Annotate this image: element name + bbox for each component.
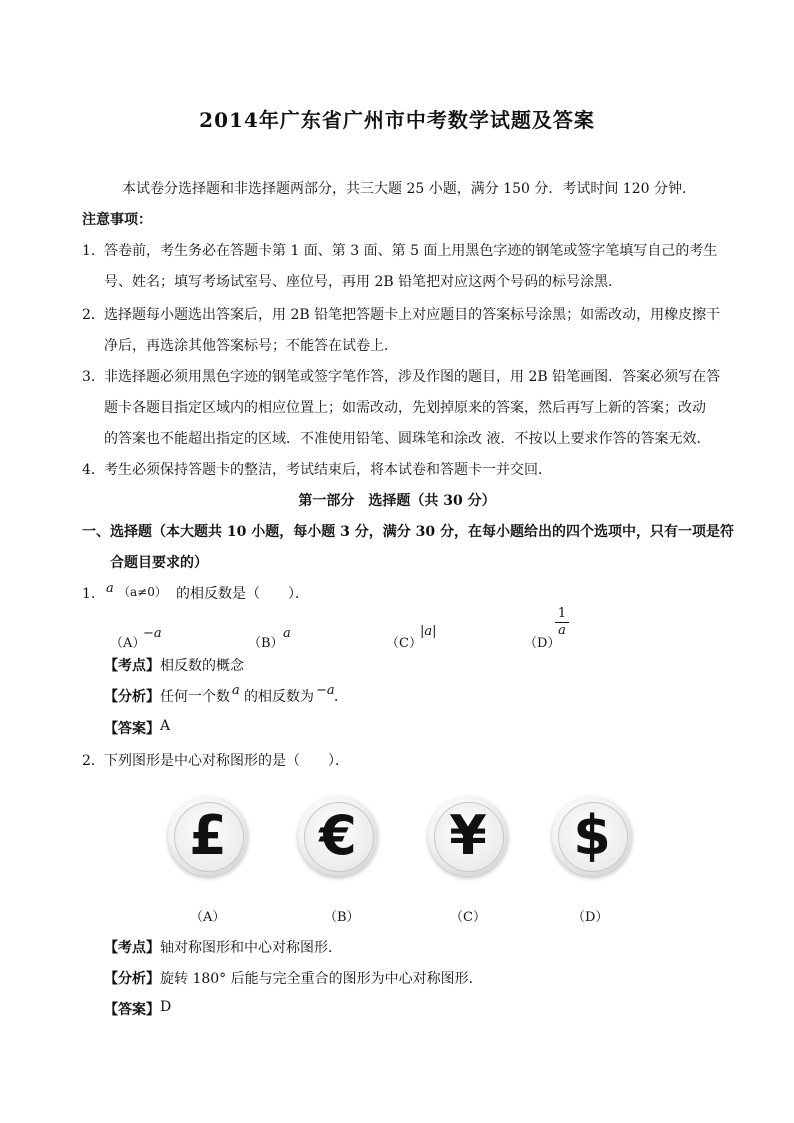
q2-daan: D: [160, 999, 172, 1015]
q2-figure-a-label: （A）: [190, 910, 226, 925]
note-1-line2: 号、姓名；填写考场试室号、座位号，再用 2B 铅笔把对应这两个号码的标号涂黑．: [104, 274, 623, 290]
note-3-line2: 题卡各题目指定区域内的相应位置上；如需改动，先划掉原来的答案，然后再写上新的答案；改动: [104, 400, 706, 416]
q2-fenxi: 旋转 180° 后能与完全重合的图形为中心对称图形．: [160, 971, 483, 987]
note-3-num: 3．: [82, 369, 105, 385]
q1-fenxi-var: a: [232, 683, 240, 698]
fraction-numerator: 1: [555, 606, 569, 623]
q1-option-c-value: |a|: [420, 624, 437, 639]
notes-heading: 注意事项：: [82, 212, 152, 228]
note-4-line1: 考生必须保持答题卡的整洁，考试结束后，将本试卷和答题卡一并交回．: [104, 462, 552, 478]
note-3-line1: 非选择题必须用黑色字迹的钢笔或签字笔作答，涉及作图的题目，用 2B 铅笔画图．答案必须写在答: [104, 369, 721, 385]
q2-kaodian-label: 【考点】: [104, 940, 160, 956]
q1-kaodian: 相反数的概念: [160, 658, 244, 674]
page-title: 2014年广东省广州市中考数学试题及答案: [199, 108, 595, 132]
q1-daan: A: [160, 718, 171, 734]
yen-coin-icon: [428, 796, 508, 876]
section1-line2: 合题目要求的）: [110, 555, 208, 571]
note-1-line1: 答卷前，考生务必在答题卡第 1 面、第 3 面、第 5 面上用黑色字迹的钢笔或签字笔填写自己的考生: [104, 243, 718, 259]
q1-variable: a: [106, 581, 114, 596]
q1-number: 1．: [82, 586, 105, 602]
q1-fenxi-end: ．: [334, 689, 348, 705]
q1-option-a-label: （A）: [110, 636, 146, 651]
fraction-denominator: a: [558, 623, 566, 638]
q1-fenxi-label: 【分析】: [104, 689, 160, 705]
yen-symbol: ¥: [449, 804, 487, 867]
q1-option-d-label: （D）: [524, 636, 561, 651]
q1-fenxi-val: −a: [316, 683, 335, 698]
q2-number: 2．: [82, 753, 105, 769]
intro-text: 本试卷分选择题和非选择题两部分，共三大题 25 小题，满分 150 分．考试时间 120 分钟．: [122, 181, 696, 197]
q1-text: 的相反数是（ ）．: [176, 586, 309, 602]
q1-fenxi-b: 的相反数为: [244, 689, 314, 705]
q2-figure-c-label: （C）: [450, 910, 486, 925]
q2-daan-label: 【答案】: [104, 1002, 160, 1018]
q2-fenxi-label: 【分析】: [104, 971, 160, 987]
pound-coin-icon: [168, 796, 248, 876]
euro-coin-icon: [298, 796, 378, 876]
q1-option-c-label: （C）: [386, 636, 422, 651]
euro-symbol: €: [319, 804, 357, 867]
section1-line1: 一、选择题（本大题共 10 小题，每小题 3 分，满分 30 分，在每小题给出的四个选项中，只有一项是符: [82, 524, 734, 540]
q1-kaodian-label: 【考点】: [104, 658, 160, 674]
dollar-symbol: $: [573, 804, 611, 867]
q2-figure-d-label: （D）: [572, 910, 609, 925]
q2-figure-b-label: （B）: [324, 910, 360, 925]
q1-option-d-fraction: [555, 606, 569, 639]
pound-symbol: £: [189, 804, 227, 867]
dollar-coin-icon: [552, 796, 632, 876]
note-2-num: 2．: [82, 307, 105, 323]
note-1-num: 1．: [82, 243, 105, 259]
q1-daan-label: 【答案】: [104, 721, 160, 737]
note-2-line2: 净后，再选涂其他答案标号；不能答在试卷上．: [104, 338, 398, 354]
q1-option-a-value: −a: [143, 626, 162, 641]
q1-option-b-label: （B）: [248, 636, 284, 651]
q1-condition: （a≠0）: [118, 585, 167, 599]
q1-option-b-value: a: [283, 626, 291, 641]
note-3-line3: 的答案也不能超出指定的区域．不准使用铅笔、圆珠笔和涂改 液．不按以上要求作答的答案无效．: [104, 431, 711, 447]
q1-fenxi-a: 任何一个数: [160, 689, 230, 705]
note-2-line1: 选择题每小题选出答案后，用 2B 铅笔把答题卡上对应题目的答案标号涂黑；如需改动，用橡皮擦干: [104, 307, 721, 323]
q2-text: 下列图形是中心对称图形的是（ ）．: [104, 753, 349, 769]
note-4-num: 4．: [82, 462, 105, 478]
q2-kaodian: 轴对称图形和中心对称图形．: [160, 940, 342, 956]
part1-heading: 第一部分 选择题（共 30 分）: [298, 493, 496, 509]
